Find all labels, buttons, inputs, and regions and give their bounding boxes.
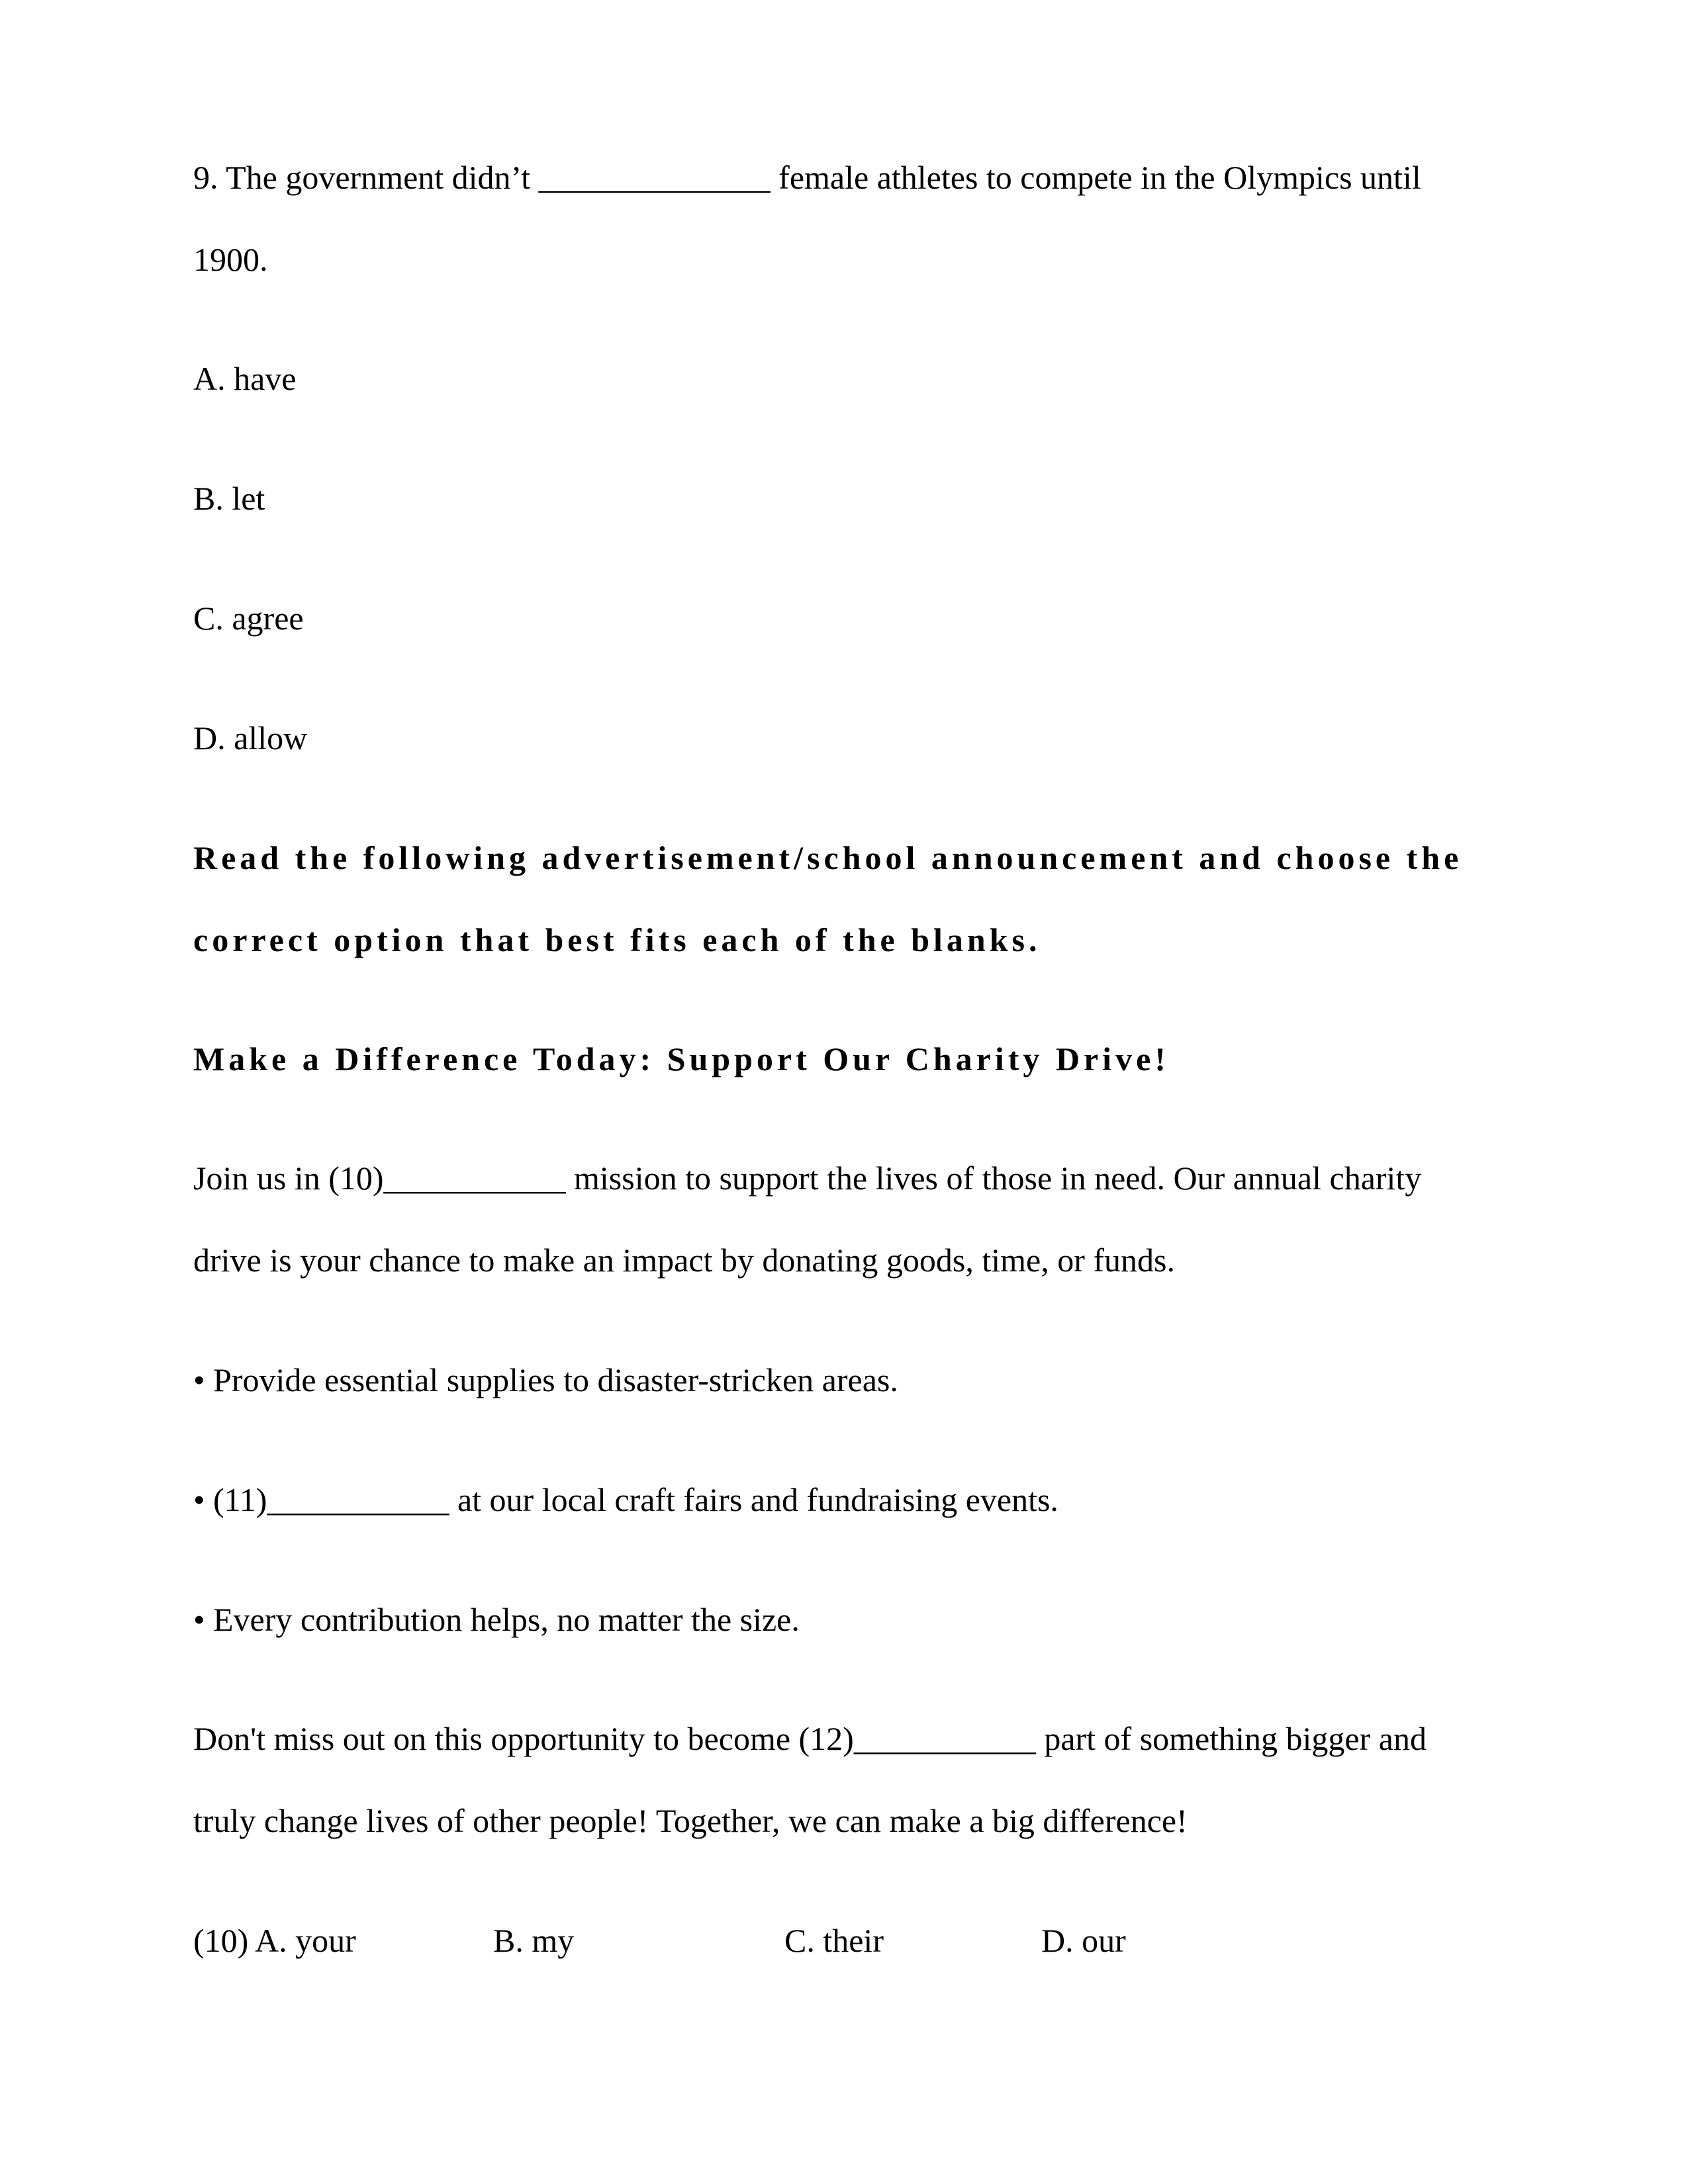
advert-paragraph-1-line-1: Join us in (10)___________ mission to support the lives of those in need. Our annual charity xyxy=(193,1160,1422,1197)
question-9-stem-line-2: 1900. xyxy=(193,241,268,278)
instructions-line-2: correct option that best fits each of the blanks. xyxy=(193,921,1041,958)
advert-bullet-1: • Provide essential supplies to disaster-stricken areas. xyxy=(193,1361,898,1398)
question-9-option-b: B. let xyxy=(193,480,265,517)
question-9-option-c: C. agree xyxy=(193,600,304,637)
question-10-option-d: D. our xyxy=(1041,1922,1126,1959)
advert-title: Make a Difference Today: Support Our Charity Drive! xyxy=(193,1040,1170,1077)
instructions-line-1: Read the following advertisement/school announcement and choose the xyxy=(193,839,1463,876)
question-10-option-c: C. their xyxy=(784,1922,884,1959)
question-9-option-d: D. allow xyxy=(193,719,308,756)
question-9-stem-line-1: 9. The government didn’t ______________ female athletes to compete in the Olympics until xyxy=(193,159,1421,196)
advert-bullet-2: • (11)___________ at our local craft fairs and fundraising events. xyxy=(193,1481,1058,1518)
question-9-option-a: A. have xyxy=(193,360,297,397)
question-10-option-a: (10) A. your xyxy=(193,1922,356,1959)
question-10-option-b: B. my xyxy=(493,1922,575,1959)
advert-paragraph-2-line-1: Don't miss out on this opportunity to become (12)___________ part of something bigger and xyxy=(193,1720,1427,1757)
advert-paragraph-1-line-2: drive is your chance to make an impact by donating goods, time, or funds. xyxy=(193,1242,1175,1279)
advert-bullet-3: • Every contribution helps, no matter the size. xyxy=(193,1601,800,1638)
advert-paragraph-2-line-2: truly change lives of other people! Together, we can make a big difference! xyxy=(193,1802,1188,1839)
